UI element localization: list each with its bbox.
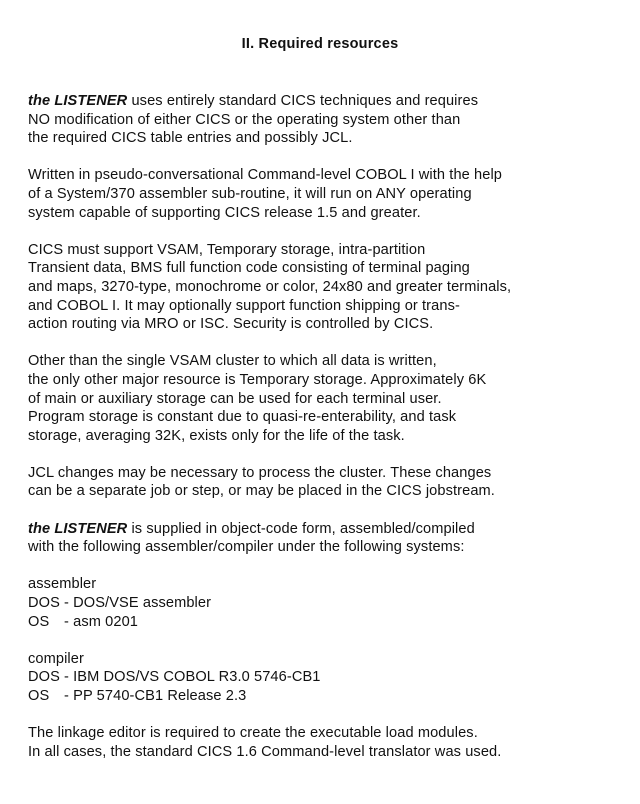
text-line: of main or auxiliary storage can be used for each terminal user. bbox=[28, 390, 442, 407]
system-name: OS bbox=[28, 688, 50, 704]
paragraph-cics-support bbox=[28, 241, 618, 334]
text-line: with the following assembler/compiler under the following systems: bbox=[28, 539, 465, 556]
system-value: - IBM DOS/VS COBOL R3.0 5746-CB1 bbox=[64, 669, 321, 686]
paragraph-storage bbox=[28, 352, 618, 445]
text-line: action routing via MRO or ISC. Security is controlled by CICS. bbox=[28, 316, 434, 333]
text-line: CICS must support VSAM, Temporary storage, intra-partition bbox=[28, 241, 426, 258]
paragraph-supply bbox=[28, 520, 618, 557]
paragraph-intro bbox=[28, 92, 618, 148]
text-line: Program storage is constant due to quasi-re-enterability, and task bbox=[28, 409, 457, 426]
assembler-heading: assembler bbox=[28, 576, 97, 593]
text-line: JCL changes may be necessary to process the cluster. These changes bbox=[28, 464, 492, 481]
paragraph-jcl bbox=[28, 464, 618, 501]
list-item bbox=[28, 613, 618, 632]
system-name: DOS bbox=[28, 595, 60, 612]
text-line: Written in pseudo-conversational Command-level COBOL I with the help bbox=[28, 167, 503, 184]
text-line bbox=[28, 92, 618, 111]
system-value: - PP 5740-CB1 Release 2.3 bbox=[64, 688, 247, 704]
text-line: In all cases, the standard CICS 1.6 Command-level translator was used. bbox=[28, 743, 502, 760]
text-line: can be a separate job or step, or may be placed in the CICS jobstream. bbox=[28, 483, 495, 500]
text-line bbox=[28, 520, 618, 539]
system-name: OS bbox=[28, 613, 50, 630]
assembler-list bbox=[28, 575, 618, 631]
compiler-list bbox=[28, 650, 618, 706]
text-line: Other than the single VSAM cluster to which all data is written, bbox=[28, 353, 437, 370]
text-line: the required CICS table entries and possibly JCL. bbox=[28, 130, 353, 147]
text-line: The linkage editor is required to create the executable load modules. bbox=[28, 725, 478, 742]
compiler-heading: compiler bbox=[28, 650, 84, 667]
section-heading: II. Required resources bbox=[241, 36, 399, 52]
text-line: and maps, 3270-type, monochrome or color, 24x80 and greater terminals, bbox=[28, 278, 512, 295]
paragraph-language bbox=[28, 166, 618, 222]
list-item bbox=[28, 687, 618, 706]
system-value: - asm 0201 bbox=[64, 613, 139, 630]
product-name: the LISTENER bbox=[28, 520, 128, 537]
document-body bbox=[28, 92, 618, 780]
paragraph-linkage bbox=[28, 724, 618, 761]
text-fragment: is supplied in object-code form, assembled/compiled bbox=[127, 520, 475, 537]
text-line: the only other major resource is Temporary storage. Approximately 6K bbox=[28, 371, 487, 388]
system-value: - DOS/VSE assembler bbox=[64, 595, 212, 612]
text-line: of a System/370 assembler sub-routine, it will run on ANY operating bbox=[28, 185, 472, 202]
text-line: Transient data, BMS full function code consisting of terminal paging bbox=[28, 260, 470, 277]
list-item bbox=[28, 594, 618, 613]
text-line: system capable of supporting CICS release 1.5 and greater. bbox=[28, 204, 421, 221]
text-line: storage, averaging 32K, exists only for the life of the task. bbox=[28, 427, 405, 444]
product-name: the LISTENER bbox=[28, 93, 128, 109]
text-line: NO modification of either CICS or the operating system other than bbox=[28, 111, 461, 128]
text-line: and COBOL I. It may optionally support function shipping or trans- bbox=[28, 297, 460, 314]
list-item bbox=[28, 668, 618, 687]
system-name: DOS bbox=[28, 669, 60, 686]
text-fragment: uses entirely standard CICS techniques and requires bbox=[127, 93, 479, 109]
